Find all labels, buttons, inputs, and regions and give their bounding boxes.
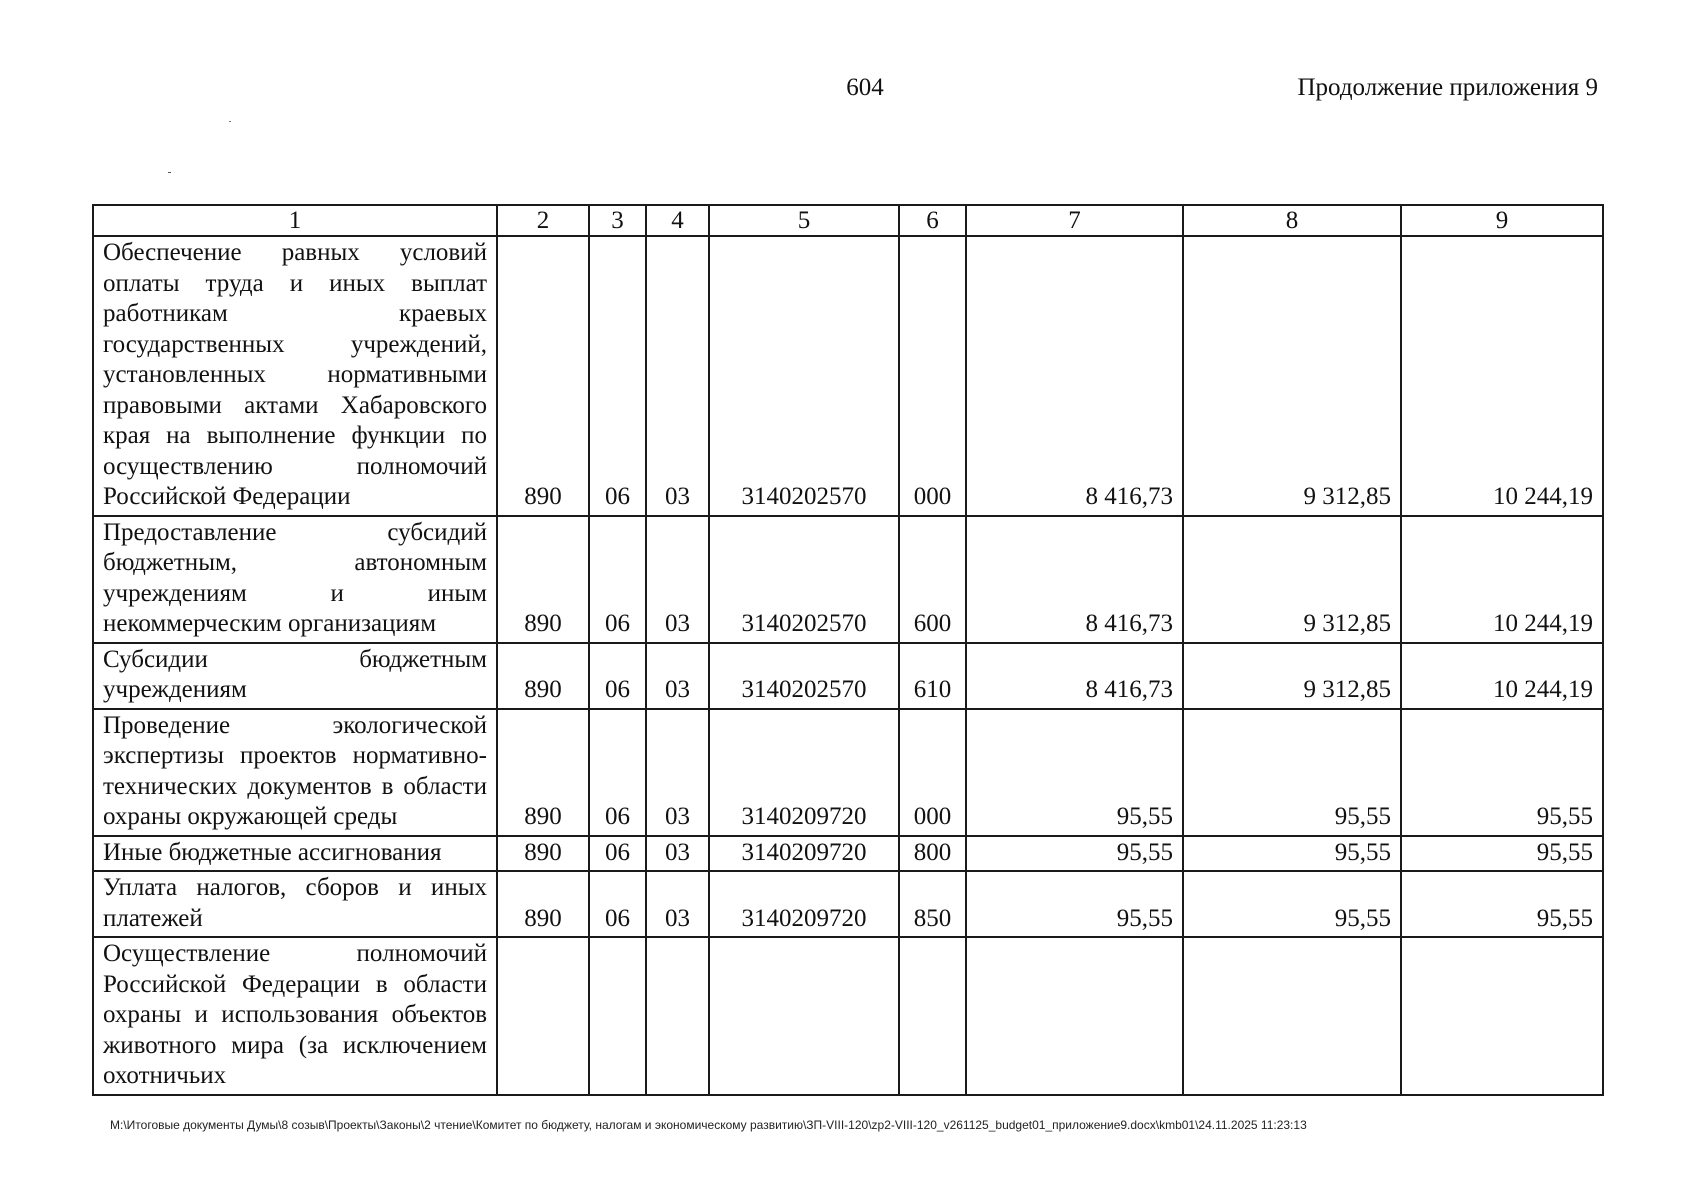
document-path-footer: M:\Итоговые документы Думы\8 созыв\Проекты\Законы\2 чтение\Комитет по бюджету, налогам и экономическому развитию\ЗП-VIII-120\zp2-VIII-120_v261125_budget01_приложение9.docx\kmb01\24.11.2025 11:23:13 <box>110 1118 1307 1132</box>
table-row <box>93 516 1603 643</box>
table-row <box>93 643 1603 709</box>
empty-cell <box>1401 937 1603 1095</box>
cell-amount-col7: 8 416,73 <box>966 236 1183 516</box>
cell-ministry-code: 890 <box>497 643 589 709</box>
table-row <box>93 937 1603 1095</box>
cell-amount-col7: 8 416,73 <box>966 516 1183 643</box>
cell-expense-type: 850 <box>899 871 966 937</box>
cell-amount-col9: 10 244,19 <box>1401 643 1603 709</box>
column-number-row <box>93 205 1603 236</box>
cell-section-code: 06 <box>589 871 646 937</box>
cell-section-code: 06 <box>589 236 646 516</box>
cell-amount-col9: 95,55 <box>1401 871 1603 937</box>
empty-cell <box>589 937 646 1095</box>
cell-ministry-code: 890 <box>497 836 589 872</box>
row-name: Обеспечение равных условий оплаты труда и иных выплат работникам краевых государственных учреждений, установленных нормативными правовыми актами Хабаровского края на выполнение функции по осуществлению полномочий Российской Федерации <box>93 236 497 516</box>
cell-amount-col7: 95,55 <box>966 836 1183 872</box>
row-name: Уплата налогов, сборов и иных платежей <box>93 871 497 937</box>
cell-amount-col8: 95,55 <box>1183 871 1401 937</box>
column-header: 5 <box>709 205 899 236</box>
cell-target-article: 3140202570 <box>709 516 899 643</box>
table-row <box>93 836 1603 872</box>
empty-cell <box>497 937 589 1095</box>
empty-cell <box>899 937 966 1095</box>
cell-section-code: 06 <box>589 709 646 836</box>
cell-subsection-code: 03 <box>646 836 709 872</box>
column-header: 9 <box>1401 205 1603 236</box>
cell-amount-col7: 95,55 <box>966 709 1183 836</box>
cell-section-code: 06 <box>589 836 646 872</box>
cell-ministry-code: 890 <box>497 709 589 836</box>
cell-amount-col7: 8 416,73 <box>966 643 1183 709</box>
cell-amount-col8: 9 312,85 <box>1183 236 1401 516</box>
cell-subsection-code: 03 <box>646 871 709 937</box>
column-header: 6 <box>899 205 966 236</box>
budget-table <box>92 204 1604 1096</box>
column-header: 4 <box>646 205 709 236</box>
column-header: 1 <box>93 205 497 236</box>
empty-cell <box>1183 937 1401 1095</box>
cell-target-article: 3140209720 <box>709 709 899 836</box>
page-number: 604 <box>846 74 884 101</box>
cell-target-article: 3140209720 <box>709 836 899 872</box>
cell-section-code: 06 <box>589 643 646 709</box>
appendix-continuation-label: Продолжение приложения 9 <box>1297 74 1598 101</box>
scan-speck <box>168 172 171 173</box>
cell-section-code: 06 <box>589 516 646 643</box>
row-name: Субсидии бюджетным учреждениям <box>93 643 497 709</box>
row-name: Предоставление субсидий бюджетным, автономным учреждениям и иным некоммерческим организациям <box>93 516 497 643</box>
table-row <box>93 709 1603 836</box>
column-header: 2 <box>497 205 589 236</box>
cell-amount-col8: 9 312,85 <box>1183 643 1401 709</box>
row-name: Иные бюджетные ассигнования <box>93 836 497 872</box>
scan-speck <box>229 121 231 122</box>
cell-target-article: 3140209720 <box>709 871 899 937</box>
cell-ministry-code: 890 <box>497 236 589 516</box>
cell-amount-col9: 10 244,19 <box>1401 516 1603 643</box>
cell-subsection-code: 03 <box>646 516 709 643</box>
cell-expense-type: 800 <box>899 836 966 872</box>
column-header: 7 <box>966 205 1183 236</box>
cell-amount-col9: 95,55 <box>1401 709 1603 836</box>
empty-cell <box>646 937 709 1095</box>
cell-subsection-code: 03 <box>646 709 709 836</box>
cell-amount-col9: 10 244,19 <box>1401 236 1603 516</box>
table-row <box>93 871 1603 937</box>
cell-expense-type: 000 <box>899 236 966 516</box>
cell-subsection-code: 03 <box>646 236 709 516</box>
cell-expense-type: 600 <box>899 516 966 643</box>
row-name: Проведение экологической экспертизы проектов нормативно-технических документов в области охраны окружающей среды <box>93 709 497 836</box>
cell-amount-col8: 95,55 <box>1183 709 1401 836</box>
column-header: 8 <box>1183 205 1401 236</box>
cell-target-article: 3140202570 <box>709 643 899 709</box>
cell-expense-type: 610 <box>899 643 966 709</box>
cell-amount-col8: 9 312,85 <box>1183 516 1401 643</box>
cell-ministry-code: 890 <box>497 871 589 937</box>
cell-amount-col7: 95,55 <box>966 871 1183 937</box>
cell-expense-type: 000 <box>899 709 966 836</box>
row-name: Осуществление полномочий Российской Федерации в области охраны и использования объектов животного мира (за исключением охотничьих <box>93 937 497 1095</box>
cell-subsection-code: 03 <box>646 643 709 709</box>
cell-amount-col9: 95,55 <box>1401 836 1603 872</box>
empty-cell <box>709 937 899 1095</box>
cell-ministry-code: 890 <box>497 516 589 643</box>
cell-amount-col8: 95,55 <box>1183 836 1401 872</box>
empty-cell <box>966 937 1183 1095</box>
cell-target-article: 3140202570 <box>709 236 899 516</box>
column-header: 3 <box>589 205 646 236</box>
table-row <box>93 236 1603 516</box>
